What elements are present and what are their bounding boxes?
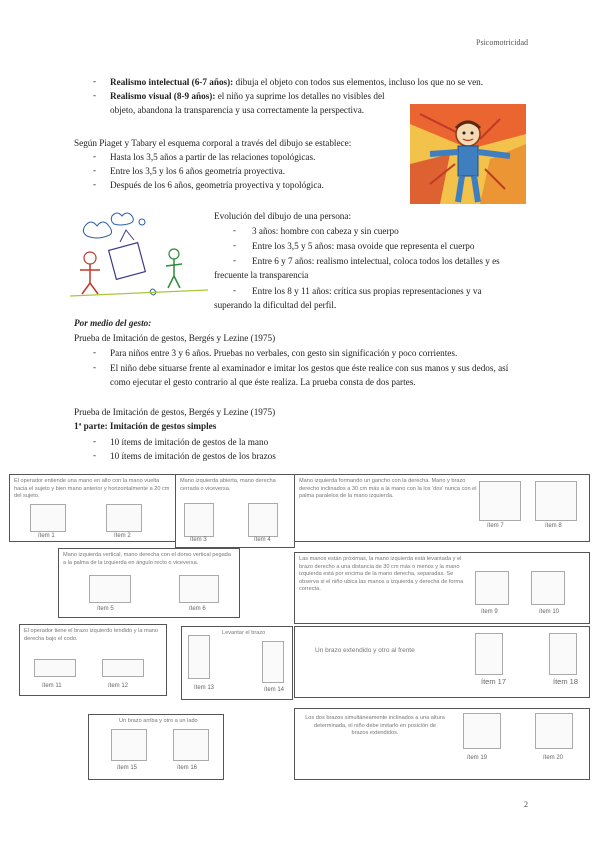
hand-illustration	[475, 571, 509, 605]
item-label: ítem 8	[545, 523, 562, 529]
list-item: El niño debe situarse frente al examinador e imitar los gestos que éste realice con sus manos y sus dedos, así	[110, 363, 509, 373]
list-item-continuation: objeto, abandona la transparencia y usa correctamente la perspectiva.	[110, 105, 365, 115]
hand-illustration	[535, 481, 577, 521]
item-label: ítem 14	[264, 687, 285, 693]
list-item: Realismo visual (8-9 años): el niño ya suprime los detalles no visibles del	[110, 91, 385, 101]
paragraph: Evolución del dibujo de una persona:	[214, 211, 352, 221]
hand-illustration	[179, 575, 219, 603]
list-item: Entre los 8 y 11 años: crítica sus propias representaciones y va	[252, 286, 482, 296]
item-label: ítem 9	[481, 609, 498, 615]
gesture-figure-box: Los dos brazos simultáneamente inclinados a una altura determinada, el niño debe imitarlo en posición de brazos extendidos. ítem 19 ítem 20	[294, 708, 590, 780]
list-item: Realismo intelectual (6-7 años): dibuja el objeto con todos sus elementos, incluso los que no se ven.	[110, 77, 484, 87]
arm-illustration	[262, 641, 284, 683]
item-label: ítem 3	[190, 537, 207, 543]
item-label: ítem 7	[487, 523, 504, 529]
item-label: ítem 2	[114, 533, 131, 539]
child-sketch-figure	[70, 208, 208, 300]
arm-illustration	[188, 635, 210, 679]
bullet-dash: -	[93, 76, 96, 86]
gesture-figure-box: Mano izquierda formando un gancho con la derecha. Mano y brazo derecho inclinados a 30 cm más a la mano con la los 'dos' nunca con el palma paralelos de la mano izquierda. ítem 7 ítem 8	[294, 474, 590, 542]
list-item: Para niños entre 3 y 6 años. Pruebas no verbales, con gesto sin significación y poco corrientes.	[110, 348, 458, 358]
item-label: ítem 15	[117, 765, 138, 771]
gesture-figure-box: Mano izquierda abierta, mano derecha cerrada o viceversa. ítem 3 ítem 4	[175, 474, 295, 548]
item-label: ítem 13	[194, 685, 215, 691]
list-item-continuation: superando la dificultad del perfil.	[214, 300, 337, 310]
gesture-figure-box: Las manos están próximas, la mano izquierda está levantada y el brazo derecho a una distancia de 30 cm más o menos y la mano izquierda está por encima de la mano derecha, separadas. Se observa si el niño ubica las manos a izquierda y derecha de forma correcta. ítem 9 ítem 10	[294, 552, 590, 624]
arm-illustration	[173, 729, 209, 761]
bullet-dash: -	[233, 225, 236, 235]
list-item-continuation: frecuente la transparencia	[214, 270, 309, 280]
arm-illustration	[475, 633, 503, 675]
item-label: ítem 10	[539, 609, 560, 615]
list-item: Después de los 6 años, geometría proyectiva y topológica.	[110, 180, 324, 190]
gesture-figure-box: El operador tiene el brazo izquierdo tendido y la mano derecha bajo el codo. ítem 11 ítem 12	[19, 624, 167, 696]
gesture-figure-box: Mano izquierda vertical, mano derecha con el dorso vertical pegada a la palma de la izquierda en ángulo recto o viceversa. ítem 5 ítem 6	[58, 548, 240, 618]
bullet-dash: -	[93, 362, 96, 372]
hand-illustration	[106, 504, 142, 532]
item-label: ítem 16	[177, 765, 198, 771]
page-number: 2	[524, 800, 528, 809]
list-item-continuation: como ejecutar el gesto contrario al que éste realiza. La prueba consta de dos partes.	[110, 377, 416, 387]
gesture-figure-box: Un brazo extendido y otro al frente ítem 17 ítem 18	[294, 626, 590, 698]
bullet-dash: -	[93, 347, 96, 357]
list-item: Entre los 3,5 y 5 años: masa ovoide que representa el cuerpo	[252, 241, 475, 251]
bullet-dash: -	[233, 285, 236, 295]
bullet-dash: -	[93, 179, 96, 189]
arm-illustration	[549, 633, 577, 675]
bullet-dash: -	[93, 151, 96, 161]
bullet-dash: -	[93, 436, 96, 446]
bullet-dash: -	[93, 450, 96, 460]
hand-illustration	[248, 503, 278, 537]
paragraph: Prueba de Imitación de gestos, Bergés y Lezine (1975)	[74, 333, 276, 343]
item-label: ítem 1	[38, 533, 55, 539]
gesture-figure-box: Levantar el brazo ítem 13 ítem 14	[181, 626, 293, 700]
section-heading: 1ª parte: Imitación de gestos simples	[74, 421, 217, 431]
hand-illustration	[30, 504, 66, 532]
item-label: ítem 6	[189, 606, 206, 612]
item-label: ítem 18	[553, 677, 579, 686]
hand-illustration	[89, 575, 131, 603]
arm-illustration	[535, 713, 573, 749]
gesture-figure-box: El operador entiende una mano en alto con la mano vuelta hacia el sujeto y bien mano anterior y horizontalmente a 20 cm del sujeto. ítem 1 ítem 2	[9, 474, 179, 542]
bullet-dash: -	[93, 165, 96, 175]
list-item: Hasta los 3,5 años a partir de las relaciones topológicas.	[110, 152, 316, 162]
paragraph: Según Piaget y Tabary el esquema corporal a través del dibujo se establece:	[74, 138, 352, 148]
list-item: 3 años: hombre con cabeza y sin cuerpo	[252, 226, 399, 236]
bullet-dash: -	[93, 90, 96, 100]
item-label: ítem 20	[543, 755, 564, 761]
bullet-dash: -	[233, 255, 236, 265]
item-label: ítem 17	[481, 677, 507, 686]
hand-illustration	[184, 503, 214, 537]
list-item: Entre 6 y 7 años: realismo intelectual, coloca todos los detalles y es	[252, 256, 500, 266]
bullet-dash: -	[233, 240, 236, 250]
arm-illustration	[463, 713, 501, 749]
gesture-figure-box: Un brazo arriba y otro a un lado ítem 15 ítem 16	[88, 714, 224, 780]
arm-illustration	[111, 729, 147, 761]
arm-illustration	[34, 659, 76, 677]
list-item: 10 ítems de imitación de gestos de los brazos	[110, 451, 276, 461]
paragraph: Prueba de Imitación de gestos, Bergés y Lezine (1975)	[74, 407, 276, 417]
section-heading: Por medio del gesto:	[74, 318, 152, 328]
item-label: ítem 4	[254, 537, 271, 543]
running-header: Psicomotricidad	[476, 38, 528, 47]
arm-illustration	[102, 659, 144, 677]
list-item: Entre los 3,5 y los 6 años geometría proyectiva.	[110, 166, 286, 176]
list-item: 10 ítems de imitación de gestos de la mano	[110, 437, 269, 447]
child-drawing-figure	[410, 104, 526, 204]
hand-illustration	[479, 481, 521, 521]
item-label: ítem 19	[467, 755, 488, 761]
item-label: ítem 5	[97, 606, 114, 612]
item-label: ítem 11	[42, 683, 62, 689]
item-label: ítem 12	[108, 683, 129, 689]
hand-illustration	[531, 571, 565, 605]
